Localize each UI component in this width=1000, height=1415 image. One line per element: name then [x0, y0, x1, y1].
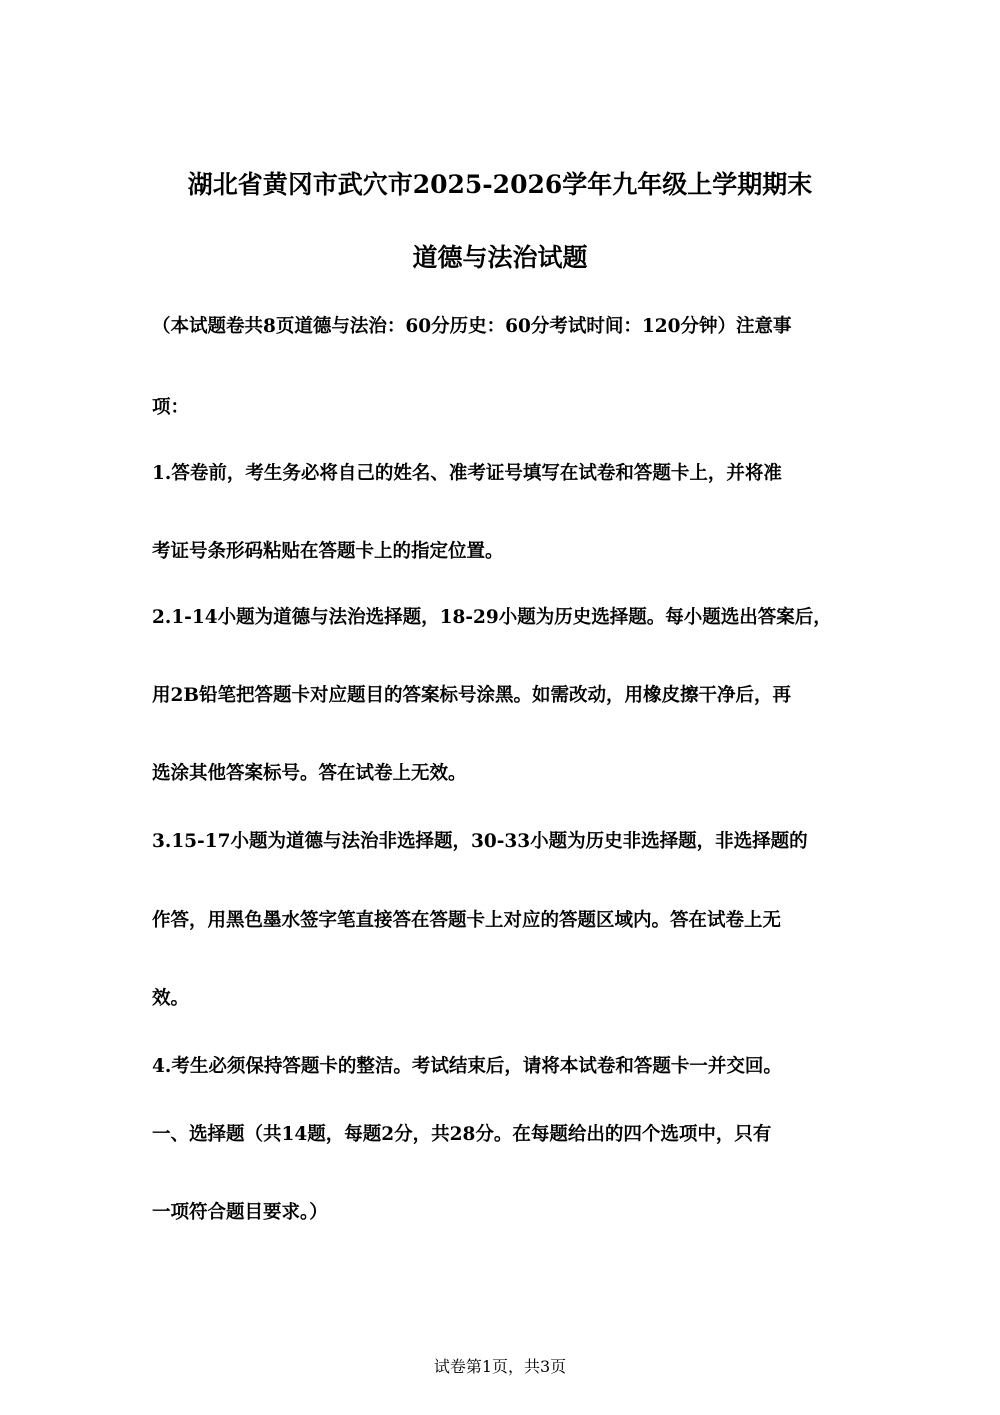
note-line: 用2B铅笔把答题卡对应题目的答案标号涂黑。如需改动，用橡皮擦干净后，再	[152, 685, 792, 706]
section-heading-cont: 一项符合题目要求。）	[152, 1202, 328, 1223]
note-line: 1.答卷前，考生务必将自己的姓名、准考证号填写在试卷和答题卡上，并将准	[152, 463, 782, 484]
note-line: 2.1-14小题为道德与法治选择题，18-29小题为历史选择题。每小题选出答案后，	[152, 607, 832, 628]
exam-info-line-cont: 项：	[152, 397, 190, 418]
note-line: 作答，用黑色墨水签字笔直接答在答题卡上对应的答题区域内。答在试卷上无	[152, 910, 782, 931]
section-heading: 一、选择题（共14题，每题2分，共28分。在每题给出的四个选项中，只有	[152, 1124, 772, 1145]
note-line: 选涂其他答案标号。答在试卷上无效。	[152, 763, 467, 784]
note-line: 考证号条形码粘贴在答题卡上的指定位置。	[152, 541, 504, 562]
exam-title: 湖北省黄冈市武穴市2025-2026学年九年级上学期期末	[187, 170, 813, 199]
exam-subject-title: 道德与法治试题	[412, 243, 588, 272]
note-line: 3.15-17小题为道德与法治非选择题，30-33小题为历史非选择题，非选择题的	[152, 831, 808, 852]
page-footer: 试卷第1页，共3页	[433, 1357, 567, 1376]
note-line: 效。	[152, 988, 190, 1009]
note-line: 4.考生必须保持答题卡的整洁。考试结束后，请将本试卷和答题卡一并交回。	[152, 1056, 782, 1077]
exam-info-line: （本试题卷共8页道德与法治：60分历史：60分考试时间：120分钟）注意事	[152, 316, 792, 337]
